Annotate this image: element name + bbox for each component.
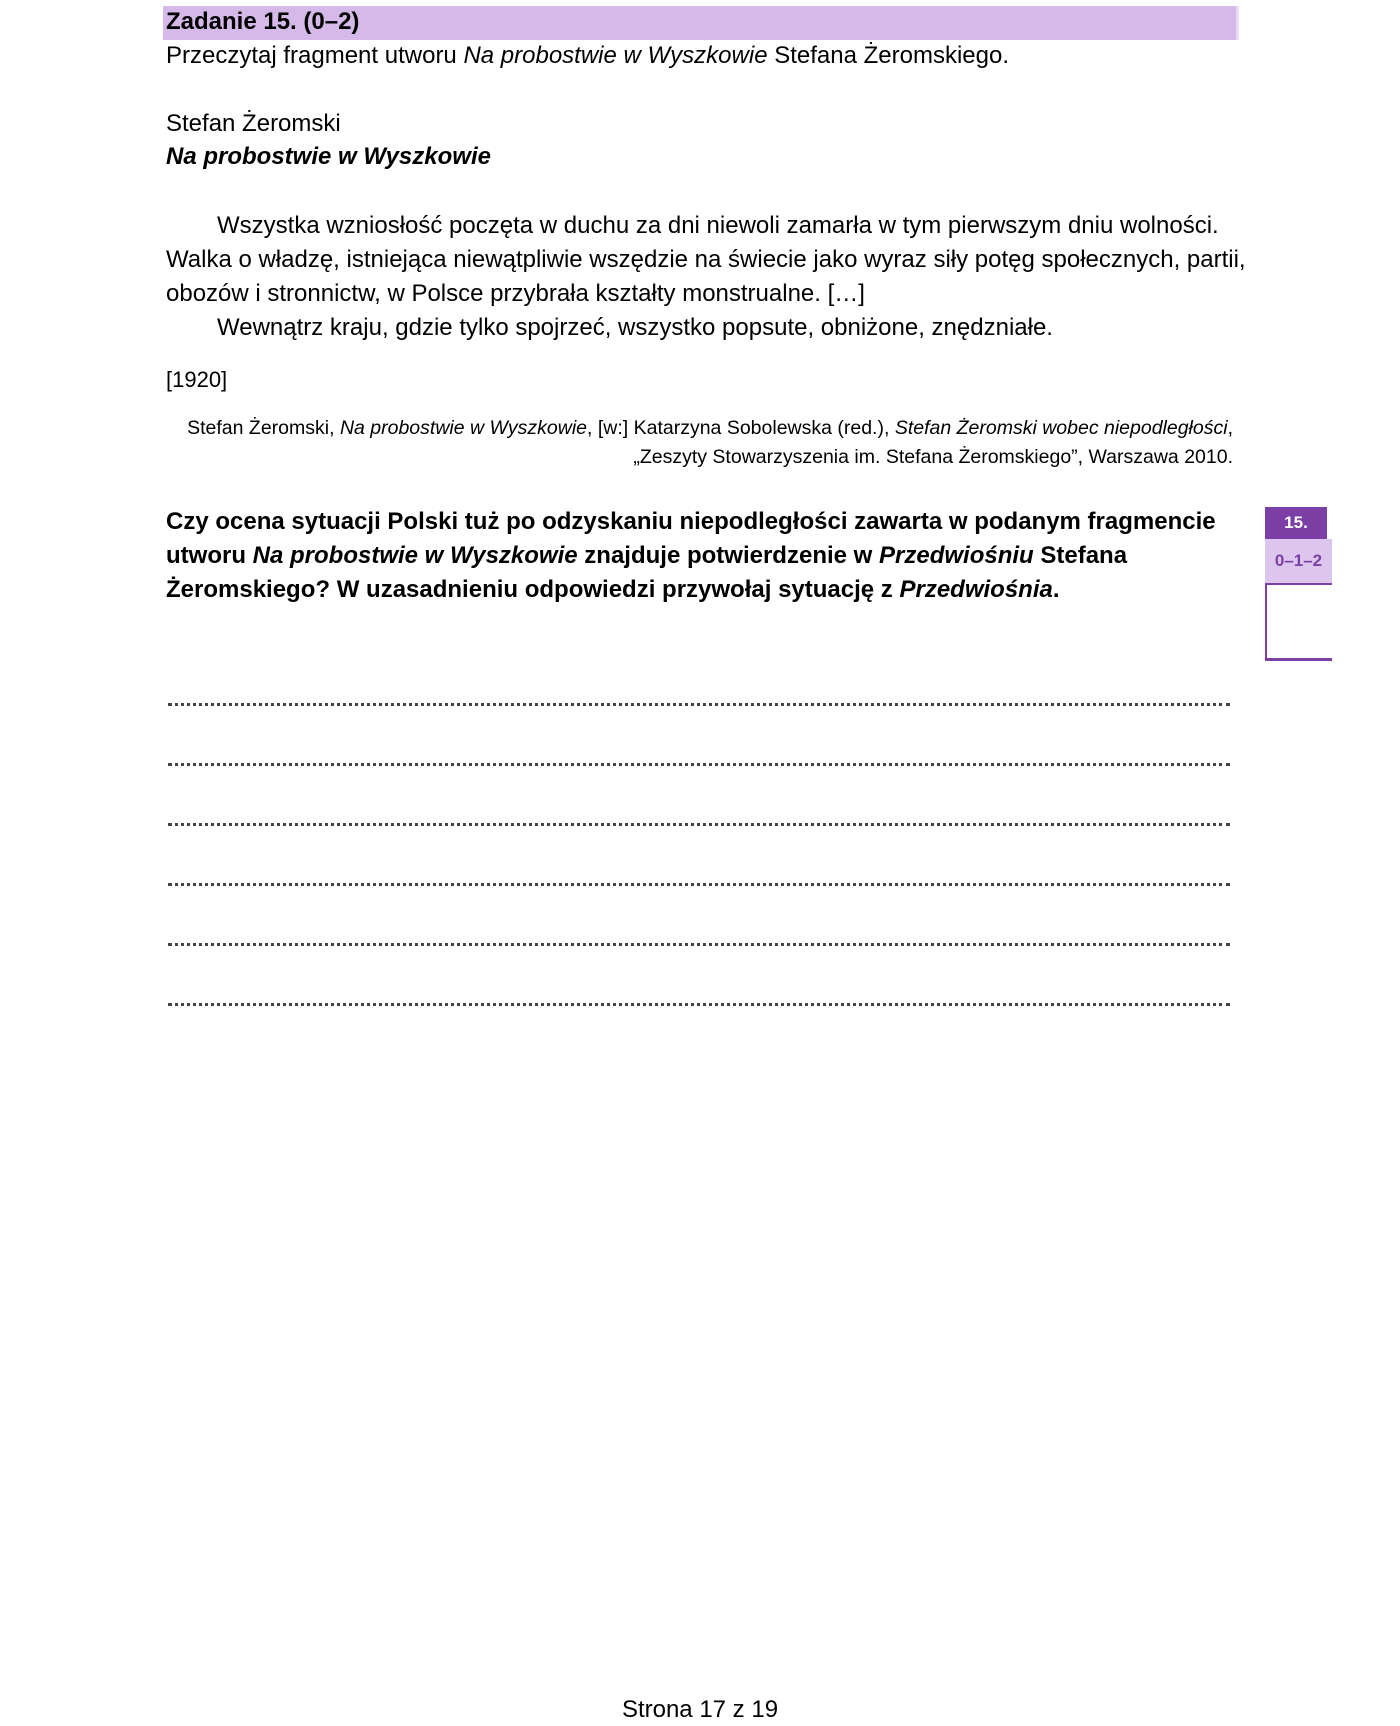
question-text-4: . [1052,576,1060,603]
instruction-work-title: Na probostwie w Wyszkowie [463,42,768,69]
answer-line[interactable] [168,981,1230,1006]
answer-line[interactable] [168,681,1230,706]
question-work-title-3: Przedwiośnia [899,576,1053,603]
passage-paragraph-1: Wszystka wzniosłość poczęta w duchu za dni niewoli zamarła w tym pierwszym dniu wolności. Walka o władzę, istniejąca niewątpliwie wszędzie na świecie jako wyraz siły potęg społecznych, partii, obozów i stronnictw, w Polsce przybrała kształty monstrualne. […] [166,212,1246,307]
citation-publisher: , „Zeszyty Stowarzyszenia im. Stefana Żeromskiego”, Warszawa 2010. [633,417,1233,468]
question-work-title-1: Na probostwie w Wyszkowie [252,542,578,569]
answer-line[interactable] [168,741,1230,766]
score-panel [1265,507,1332,662]
text-passage [166,209,1246,345]
task-title: Zadanie 15. (0–2) [166,8,360,35]
passage-paragraph-2: Wewnątrz kraju, gdzie tylko spojrzeć, wszystko popsute, obniżone, znędzniałe. [217,314,1053,341]
text-title: Na probostwie w Wyszkowie [166,143,491,170]
score-range: 0–1–2 [1265,539,1332,585]
answer-line[interactable] [168,921,1230,946]
task-instruction [166,40,1009,72]
source-citation [166,414,1233,472]
citation-book-title: Stefan Żeromski wobec niepodległości [894,417,1228,439]
question-work-title-2: Przedwiośniu [879,542,1034,569]
instruction-text-end: Stefana Żeromskiego. [767,42,1009,69]
citation-work-title: Na probostwie w Wyszkowie [339,417,588,439]
question-text-3: Stefana Żeromskiego? W uzasadnieniu odpowiedzi przywołaj sytuację z [166,542,1128,603]
text-author: Stefan Żeromski [166,110,341,137]
answer-line[interactable] [168,861,1230,886]
citation-author: Stefan Żeromski, [187,417,340,439]
citation-editor: , [w:] Katarzyna Sobolewska (red.), [587,417,895,439]
question-text-1: Czy ocena sytuacji Polski tuż po odzyskaniu niepodległości zawarta w podanym fragmencie utworu [166,508,1216,569]
page-number: Strona 17 z 19 [621,1696,779,1723]
score-entry-box[interactable] [1265,585,1332,661]
score-task-number: 15. [1265,507,1330,539]
text-year: [1920] [166,367,228,392]
question-text-2: znajduje potwierdzenie w [577,542,879,569]
task-question [166,505,1246,607]
instruction-text-start: Przeczytaj fragment utworu [166,42,464,69]
answer-line[interactable] [168,801,1230,826]
